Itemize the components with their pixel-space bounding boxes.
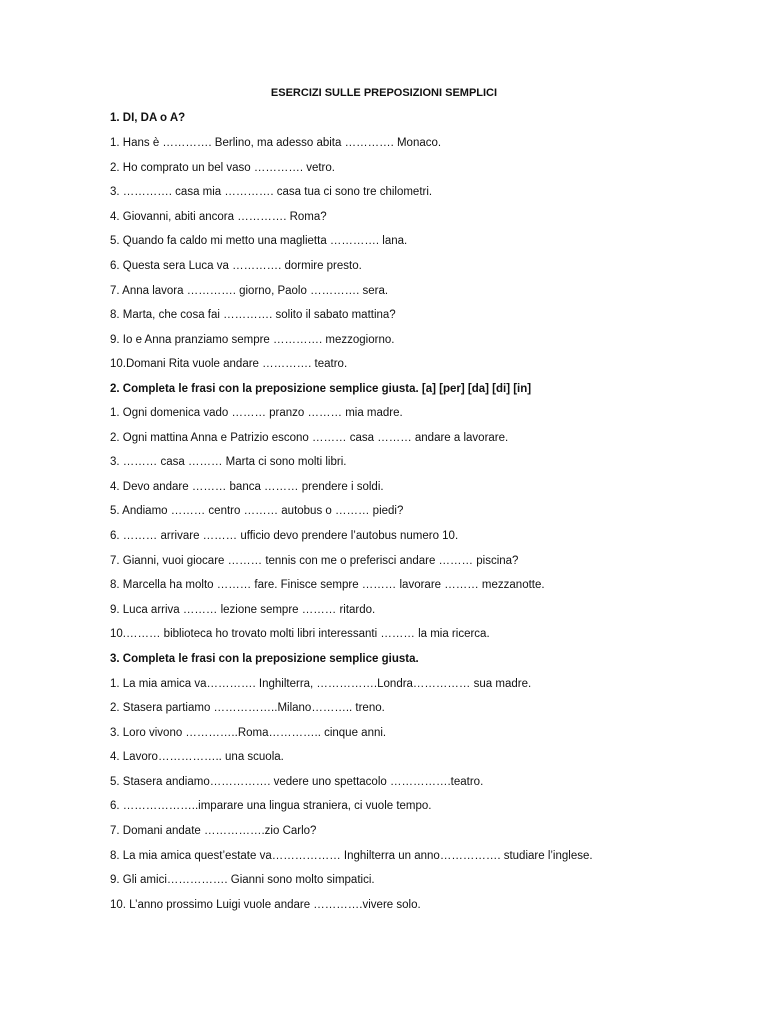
exercise-1-item-2: 2. Ho comprato un bel vaso …………. vetro. xyxy=(110,162,335,174)
exercise-1-item-5: 5. Quando fa caldo mi metto una maglietta …………. lana. xyxy=(110,235,408,247)
exercise-1-item-8: 8. Marta, che cosa fai …………. solito il sabato mattina? xyxy=(110,309,396,321)
exercise-1-item-4: 4. Giovanni, abiti ancora …………. Roma? xyxy=(110,211,327,223)
exercise-1-item-7: 7. Anna lavora …………. giorno, Paolo …………. sera. xyxy=(110,285,389,297)
exercise-3-item-3: 3. Loro vivono …………..Roma………….. cinque anni. xyxy=(110,727,387,739)
exercise-2-item-5: 5. Andiamo ……… centro ……… autobus o ……… piedi? xyxy=(110,505,404,517)
exercise-3-item-1: 1. La mia amica va…………. Inghilterra, …………….Londra…………… sua madre. xyxy=(110,678,532,690)
exercise-3-item-8: 8. La mia amica quest’estate va……………… Inghilterra un anno……………. studiare l’inglese. xyxy=(110,850,593,862)
section-2-heading: 2. Completa le frasi con la preposizione semplice giusta. [a] [per] [da] [di] [in] xyxy=(110,383,532,395)
section-3-heading: 3. Completa le frasi con la preposizione semplice giusta. xyxy=(110,653,419,665)
exercise-2-item-10: 10.……… biblioteca ho trovato molti libri interessanti ……… la mia ricerca. xyxy=(110,628,490,640)
exercise-3-item-6: 6. ………………..imparare una lingua straniera, ci vuole tempo. xyxy=(110,800,432,812)
exercise-3-item-7: 7. Domani andate …………….zio Carlo? xyxy=(110,825,317,837)
exercise-2-item-4: 4. Devo andare ……… banca ……… prendere i soldi. xyxy=(110,481,384,493)
exercise-3-item-4: 4. Lavoro…………….. una scuola. xyxy=(110,751,284,763)
exercise-3-item-9: 9. Gli amici……………. Gianni sono molto simpatici. xyxy=(110,874,375,886)
exercise-1-item-3: 3. …………. casa mia …………. casa tua ci sono tre chilometri. xyxy=(110,186,433,198)
exercise-1-item-9: 9. Io e Anna pranziamo sempre …………. mezzogiorno. xyxy=(110,334,395,346)
exercise-2-item-1: 1. Ogni domenica vado ……… pranzo ……… mia madre. xyxy=(110,407,403,419)
exercise-2-item-8: 8. Marcella ha molto ……… fare. Finisce sempre ……… lavorare ……… mezzanotte. xyxy=(110,579,545,591)
exercise-1-item-1: 1. Hans è …………. Berlino, ma adesso abita …………. Monaco. xyxy=(110,137,442,149)
exercise-2-item-7: 7. Gianni, vuoi giocare ……… tennis con me o preferisci andare ……… piscina? xyxy=(110,555,519,567)
exercise-2-item-3: 3. ……… casa ……… Marta ci sono molti libri. xyxy=(110,456,347,468)
exercise-3-item-5: 5. Stasera andiamo……………. vedere uno spettacolo …………….teatro. xyxy=(110,776,484,788)
exercise-3-item-10: 10. L’anno prossimo Luigi vuole andare ………….vivere solo. xyxy=(110,899,421,911)
exercise-2-item-2: 2. Ogni mattina Anna e Patrizio escono ……… casa ……… andare a lavorare. xyxy=(110,432,509,444)
exercise-2-item-6: 6. ……… arrivare ……… ufficio devo prendere l’autobus numero 10. xyxy=(110,530,459,542)
exercise-1-item-6: 6. Questa sera Luca va …………. dormire presto. xyxy=(110,260,362,272)
section-1-heading: 1. DI, DA o A? xyxy=(110,112,186,124)
exercise-2-item-9: 9. Luca arriva ……… lezione sempre ……… ritardo. xyxy=(110,604,376,616)
exercise-3-item-2: 2. Stasera partiamo ……………..Milano……….. treno. xyxy=(110,702,385,714)
exercise-1-item-10: 10.Domani Rita vuole andare …………. teatro. xyxy=(110,358,348,370)
page-title: ESERCIZI SULLE PREPOSIZIONI SEMPLICI xyxy=(270,87,498,99)
